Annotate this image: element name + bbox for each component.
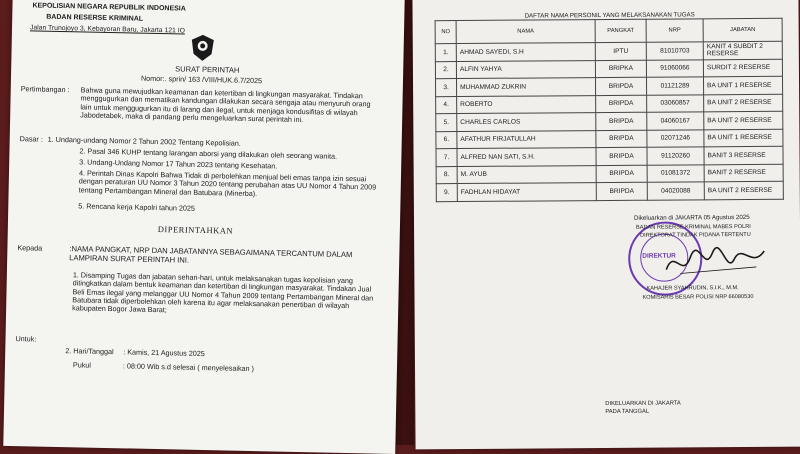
cell-nama: MUHAMMAD ZUKRIN bbox=[456, 78, 595, 96]
cell-jabatan: BA UNIT 1 RESERSE bbox=[703, 76, 782, 94]
cell-nama: ALFRED NAN SATI, S.H. bbox=[457, 148, 596, 166]
header-line1: KEPOLISIAN NEGARA REPUBLIK INDONESIA bbox=[32, 2, 186, 13]
cell-pangkat: BRIPKA bbox=[595, 60, 646, 78]
cell-nrp: 91120260 bbox=[647, 147, 704, 165]
untuk-item-3-value: : 08:00 Wib s.d selesai ( menyelesaikan ) bbox=[122, 361, 255, 374]
cell-jabatan: BA UNIT 2 RESERSE bbox=[704, 181, 783, 199]
cell-nama: AHMAD SAYEDI, S.H bbox=[456, 43, 595, 61]
cell-pangkat: BRIPDA bbox=[596, 165, 647, 183]
pertimbangan-text: Bahwa guna mewujudkan keamanan dan ketertiban di lingkungan masyarakat. Tindakan menggugurkan dan mematikan kandungan dilakukan secara sengaja atau menyuruh orang lain untuk menggugurkan itu di larang dan ilegal, untuk menjaga kondusifitas di wilayah Jabodetabek, maka di pandang perlu mengeluarkan surat perintah ini. bbox=[80, 85, 371, 124]
cell-jabatan: SURDIT 2 RESERSE bbox=[703, 59, 782, 77]
letter-number: Nomor:. sprin/ 163 /VIII/HUK.6.7/2025 bbox=[140, 73, 263, 86]
cell-no: 7. bbox=[436, 149, 457, 167]
dasar-label: Dasar : bbox=[19, 134, 43, 144]
cell-pangkat: BRIPDA bbox=[596, 130, 647, 148]
cell-nama: FADHLAN HIDAYAT bbox=[457, 183, 596, 201]
cell-nama: ROBERTO bbox=[457, 95, 596, 113]
personnel-table bbox=[435, 18, 784, 202]
dasar-item-4: 4. Perintah Dinas Kapolri Bahwa Tidak di perbolehkan menjual beli emas tanpa izin sesuai dengan peraturan UU Nomor 3 Tahun 2020 tentang perubahan atas UU Nomor 4 Tahun 2009 tentang Pertambangan Mineral dan Batubara (Minerba). bbox=[78, 168, 377, 198]
footer-line-2: PADA TANGGAL bbox=[605, 408, 650, 416]
pertimbangan-label: Pertimbangan : bbox=[20, 84, 70, 95]
stamp-label: DIREKTUR bbox=[642, 252, 676, 260]
signature-icon bbox=[660, 239, 770, 284]
cell-no: 1. bbox=[435, 44, 456, 62]
cell-pangkat: IPTU bbox=[595, 42, 646, 60]
cell-no: 4. bbox=[436, 96, 457, 114]
letter-title: SURAT PERINTAH bbox=[175, 64, 240, 75]
cell-nama: AFATHUR FIRJATULLAH bbox=[457, 130, 596, 148]
cell-no: 9. bbox=[436, 184, 457, 202]
header-address: Jalan Trunojoyo 3, Kebayoran Baru, Jakarta 121 IO bbox=[29, 24, 185, 35]
diperintahkan-heading: DIPERINTAHKAN bbox=[157, 224, 234, 236]
footer-line-1: DIKELUARKAN DI JAKARTA bbox=[605, 400, 681, 408]
cell-pangkat: BRIPDA bbox=[596, 112, 647, 130]
cell-pangkat: BRIPDA bbox=[596, 95, 647, 113]
dasar-item-2: 2. Pasal 346 KUHP tentang larangan aborsi yang dilakukan oleh seorang wanita. bbox=[79, 146, 338, 161]
letter-page bbox=[3, 0, 404, 454]
cell-nrp: 91060066 bbox=[646, 59, 703, 77]
cell-nrp: 01121289 bbox=[646, 77, 703, 95]
list-title: DAFTAR NAMA PERSONIL YANG MELAKSANAKAN TUGAS bbox=[524, 11, 695, 20]
header-line2: BADAN RESERSE KRIMINAL bbox=[46, 13, 144, 23]
cell-no: 5. bbox=[436, 114, 457, 132]
cell-no: 3. bbox=[435, 79, 456, 97]
dasar-item-1: 1. Undang-undang Nomor 2 Tahun 2002 Tentang Kepolisian. bbox=[47, 134, 241, 148]
issue-date: Dikeluarkan di JAKARTA 05 Agustus 2025 bbox=[633, 214, 750, 222]
cell-no: 2. bbox=[435, 61, 456, 79]
untuk-label: Untuk: bbox=[15, 334, 37, 344]
cell-nrp: 04020088 bbox=[647, 182, 704, 200]
column-header-pangkat: PANGKAT bbox=[595, 19, 646, 42]
cell-pangkat: BRIPDA bbox=[595, 77, 646, 95]
cell-nama: CHARLES CARLOS bbox=[457, 113, 596, 131]
cell-pangkat: BRIPDA bbox=[596, 182, 647, 200]
police-emblem-icon bbox=[189, 34, 216, 63]
untuk-item-1: 1. Disamping Tugas dan jabatan sehari-hari, untuk melaksanakan tugas kepolisian yang ditingkatkan dalam bentuk keamanan dan ketertiban di lingkungan masyarakat. Tindakan Jual Beli Emas ilegal yang melanggar UU Nomor 4 Tahun 2009 tentang Pertambangan Mineral dan Batubara tidak diperbolehkan oleh karena itu agar melaksanakan penertiban di wilayah kabupaten Bogor Jawa Barat; bbox=[72, 270, 374, 315]
untuk-item-2-label: 2. Hari/Tanggal bbox=[65, 346, 114, 357]
untuk-item-3-label: Pukul bbox=[72, 360, 92, 370]
personnel-table-body bbox=[435, 41, 783, 201]
signer-rank: KOMISARIS BESAR POLISI NRP 66080530 bbox=[642, 293, 754, 301]
issuer-line-2: DIREKTORAT TINDAK PIDANA TERTENTU bbox=[640, 231, 751, 239]
cell-jabatan: BA UNIT 1 RESERSE bbox=[704, 129, 783, 147]
cell-nrp: 03060857 bbox=[647, 94, 704, 112]
cell-nrp: 04060167 bbox=[647, 112, 704, 130]
cell-nama: ALFIN YAHYA bbox=[456, 60, 595, 78]
kepada-text: :NAMA PANGKAT, NRP DAN JABATANNYA SEBAGAIMANA TERCANTUM DALAM LAMPIRAN SURAT PERINTAH INI. bbox=[69, 244, 353, 265]
cell-nama: M. AYUB bbox=[457, 165, 596, 183]
cell-no: 8. bbox=[436, 166, 457, 184]
column-header-no: NO bbox=[435, 21, 456, 44]
cell-nrp: 81010703 bbox=[646, 42, 703, 60]
dasar-item-3: 3. Undang-Undang Nomor 17 Tahun 2023 tentang Kesehatan. bbox=[79, 157, 278, 171]
column-header-nrp: NRP bbox=[646, 19, 703, 42]
dasar-item-5: 5. Rencana kerja Kapolri tahun 2025 bbox=[78, 201, 196, 213]
cell-jabatan: BANIT 3 RESERSE bbox=[704, 146, 783, 164]
cell-no: 6. bbox=[436, 131, 457, 149]
cell-nrp: 01081372 bbox=[647, 164, 704, 182]
issuer-line-1: BADAN RESERSE KRIMINAL MABES POLRI bbox=[636, 223, 751, 231]
personnel-list-page bbox=[412, 0, 800, 449]
kepada-label: Kepada bbox=[17, 243, 43, 253]
cell-jabatan: BA UNIT 2 RESERSE bbox=[704, 111, 783, 129]
cell-jabatan: BA UNIT 2 RESERSE bbox=[704, 94, 783, 112]
signer-name: KAHAJER SYAHRUDIN, S.I.K., M.M. bbox=[646, 285, 739, 292]
column-header-jabatan: JABATAN bbox=[703, 18, 782, 42]
table-header-row bbox=[435, 18, 782, 43]
cell-jabatan: BANIT 2 RESERSE bbox=[704, 164, 783, 182]
untuk-item-2-value: : Kamis, 21 Agustus 2025 bbox=[123, 347, 205, 359]
column-header-nama: NAMA bbox=[456, 20, 595, 44]
table-row bbox=[436, 181, 783, 201]
cell-jabatan: KANIT 4 SUBDIT 2 RESERSE bbox=[703, 41, 782, 59]
cell-nrp: 02071246 bbox=[647, 129, 704, 147]
cell-pangkat: BRIPDA bbox=[596, 147, 647, 165]
